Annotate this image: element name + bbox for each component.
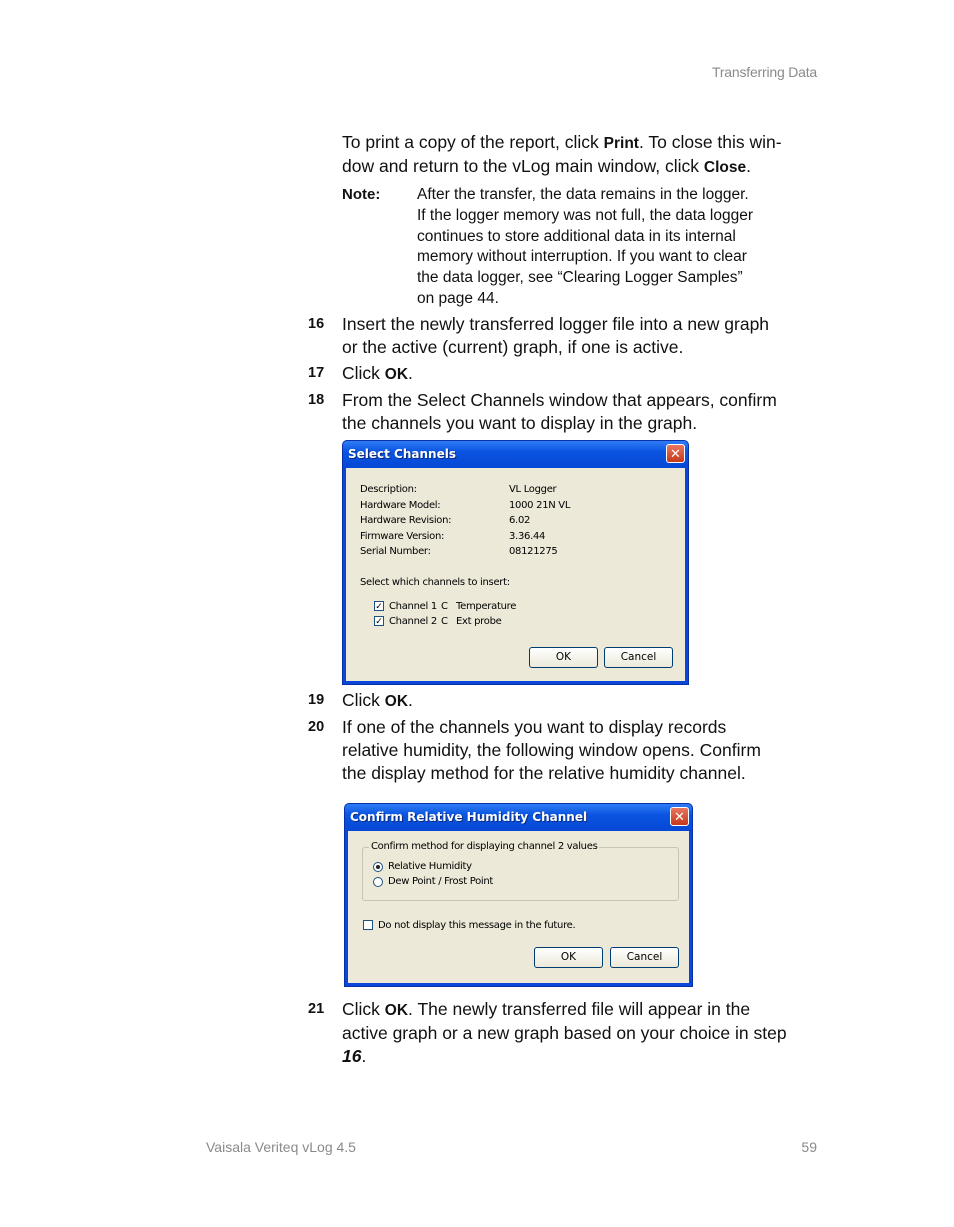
step-20-text	[342, 716, 822, 785]
field-label: Description:	[360, 484, 417, 495]
note-line: memory without interruption. If you want to clear	[417, 248, 747, 266]
intro-text: . To close this win-	[638, 132, 782, 152]
dialog-titlebar	[345, 804, 692, 831]
relative-humidity-radio[interactable]	[373, 862, 383, 872]
field-value: 1000 21N VL	[509, 500, 571, 511]
dont-show-label: Do not display this message in the future.	[378, 920, 576, 931]
step-16-text	[342, 313, 822, 359]
close-icon[interactable]: ✕	[666, 444, 685, 463]
display-method-group	[362, 841, 679, 901]
page-number: 59	[801, 1139, 817, 1155]
step-text: .	[361, 1046, 367, 1066]
running-header: Transferring Data	[711, 64, 817, 80]
field-value: 3.36.44	[509, 531, 546, 542]
radio-label: Relative Humidity	[388, 861, 472, 872]
dialog-title: Select Channels	[348, 447, 456, 461]
step-19-text	[342, 689, 822, 713]
channel-1-checkbox[interactable]: ✓	[375, 601, 383, 611]
close-icon[interactable]: ✕	[670, 807, 689, 826]
cancel-button[interactable]: Cancel	[610, 947, 679, 968]
confirm-rh-dialog	[344, 803, 693, 987]
field-value: 08121275	[509, 546, 558, 557]
note-line: continues to store additional data in its internal	[417, 227, 736, 245]
channels-prompt: Select which channels to insert:	[360, 577, 510, 588]
step-number: 19	[308, 692, 325, 708]
cancel-button[interactable]: Cancel	[604, 647, 673, 668]
step-text: .	[408, 363, 413, 383]
step-reference: 16	[342, 1046, 362, 1066]
channel-desc: Temperature	[456, 601, 517, 612]
field-value: 6.02	[509, 515, 531, 526]
footer-product: Vaisala Veriteq vLog 4.5	[206, 1139, 356, 1155]
channel-unit: C	[441, 616, 448, 627]
step-number: 16	[308, 316, 325, 332]
field-label: Hardware Model:	[360, 500, 441, 511]
note-line: on page 44.	[417, 289, 499, 307]
radio-label: Dew Point / Frost Point	[388, 876, 494, 887]
ok-button[interactable]: OK	[529, 647, 598, 668]
channel-name: Channel 2	[389, 616, 437, 627]
channel-name: Channel 1	[389, 601, 437, 612]
intro-text: dow and return to the vLog main window, click	[342, 156, 704, 176]
dialog-title: Confirm Relative Humidity Channel	[350, 810, 588, 824]
ok-term: OK	[384, 1002, 409, 1019]
intro-paragraph	[342, 131, 822, 179]
dialog-body	[348, 831, 689, 983]
note-label: Note:	[342, 186, 381, 203]
step-line: relative humidity, the following window opens. Confirm	[342, 740, 761, 760]
field-value: VL Logger	[509, 484, 557, 495]
step-line: or the active (current) graph, if one is active.	[342, 337, 684, 357]
step-number: 17	[308, 365, 325, 381]
note-line: the data logger, see “Clearing Logger Samples”	[417, 269, 743, 287]
step-21-text	[342, 998, 822, 1068]
ok-term: OK	[384, 693, 409, 710]
note-line: After the transfer, the data remains in the logger.	[417, 186, 749, 203]
step-text: Click	[342, 999, 385, 1019]
field-label: Hardware Revision:	[360, 515, 452, 526]
step-number: 20	[308, 719, 325, 735]
field-label: Serial Number:	[360, 546, 431, 557]
step-text: Click	[342, 363, 385, 383]
dialog-titlebar	[343, 441, 688, 468]
ok-term: OK	[384, 366, 409, 383]
group-label: Confirm method for displaying channel 2 values	[371, 841, 598, 852]
print-term: Print	[603, 135, 639, 152]
note-line: If the logger memory was not full, the data logger	[417, 206, 754, 224]
step-line: From the Select Channels window that appears, confirm	[342, 390, 777, 410]
step-text: . The newly transferred file will appear in the	[408, 999, 751, 1019]
step-17-text	[342, 362, 822, 386]
step-line: If one of the channels you want to display records	[342, 717, 727, 737]
step-line: the channels you want to display in the graph.	[342, 413, 698, 433]
close-term: Close	[703, 159, 747, 176]
note-text	[417, 185, 797, 310]
field-label: Firmware Version:	[360, 531, 445, 542]
intro-text: .	[746, 156, 751, 176]
step-number: 21	[308, 1001, 325, 1017]
dialog-body	[346, 468, 685, 681]
ok-button[interactable]: OK	[534, 947, 603, 968]
channel-unit: C	[441, 601, 448, 612]
dont-show-checkbox[interactable]	[363, 920, 373, 930]
step-number: 18	[308, 392, 325, 408]
step-text: Click	[342, 690, 385, 710]
step-text: .	[408, 690, 413, 710]
channel-desc: Ext probe	[456, 616, 502, 627]
channel-2-checkbox[interactable]: ✓	[375, 616, 383, 626]
select-channels-dialog	[342, 440, 689, 685]
step-line: Insert the newly transferred logger file into a new graph	[342, 314, 770, 334]
dew-point-radio[interactable]	[373, 877, 383, 887]
step-line: the display method for the relative humidity channel.	[342, 763, 746, 783]
step-line: active graph or a new graph based on your choice in step	[342, 1023, 787, 1043]
intro-text: To print a copy of the report, click	[342, 132, 604, 152]
step-18-text	[342, 389, 822, 435]
